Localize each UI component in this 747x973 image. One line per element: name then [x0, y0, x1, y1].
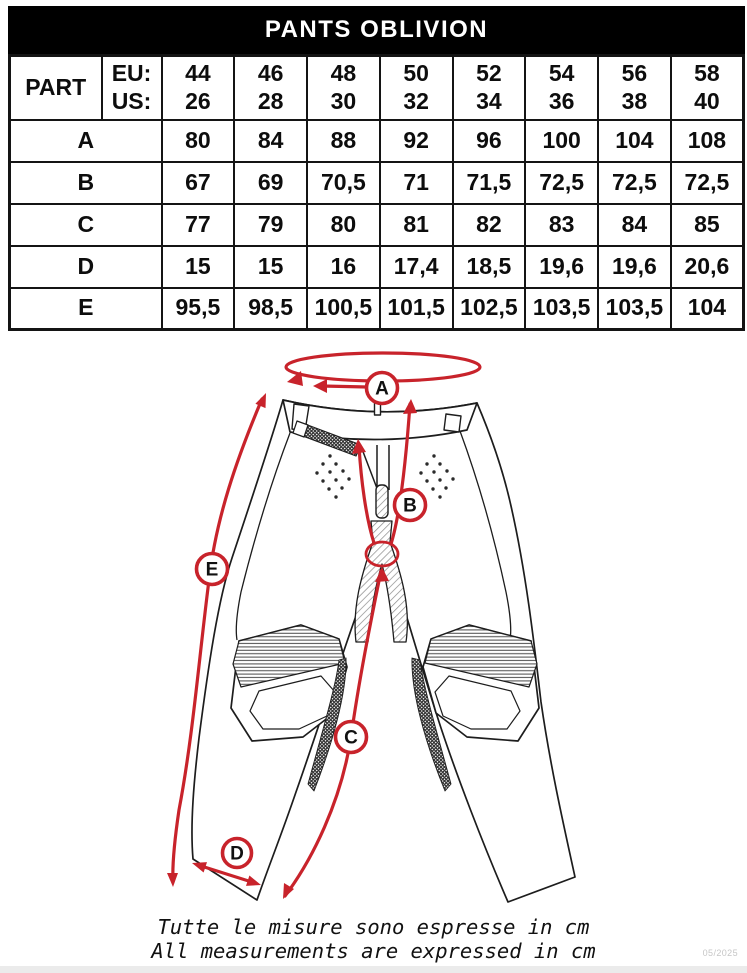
value-cell: 69: [234, 162, 307, 204]
eu-label: EU:: [111, 60, 152, 87]
footer-note-english: All measurements are expressed in cm: [151, 939, 596, 963]
part-cell: A: [10, 120, 162, 162]
size-header-cell: 46 28: [234, 56, 307, 120]
bottom-edge-strip: [0, 966, 747, 973]
value-cell: 95,5: [162, 288, 235, 330]
value-cell: 100: [525, 120, 598, 162]
size-table: [8, 54, 745, 331]
value-cell: 19,6: [525, 246, 598, 288]
table-row: [10, 120, 744, 162]
value-cell: 100,5: [307, 288, 380, 330]
value-cell: 104: [598, 120, 671, 162]
value-cell: 104: [671, 288, 744, 330]
size-header-cell: 58 40: [671, 56, 744, 120]
part-cell: B: [10, 162, 162, 204]
measurement-label-b: B: [403, 495, 417, 517]
value-cell: 96: [453, 120, 526, 162]
value-cell: 71,5: [453, 162, 526, 204]
measurement-label-c: C: [344, 727, 358, 749]
value-cell: 98,5: [234, 288, 307, 330]
table-row: [10, 288, 744, 330]
value-cell: 102,5: [453, 288, 526, 330]
page-title: PANTS OBLIVION: [8, 6, 745, 54]
value-cell: 88: [307, 120, 380, 162]
value-cell: 16: [307, 246, 380, 288]
value-cell: 19,6: [598, 246, 671, 288]
measurement-label-a: A: [375, 378, 389, 400]
value-cell: 103,5: [598, 288, 671, 330]
value-cell: 17,4: [380, 246, 453, 288]
size-header-cell: 54 36: [525, 56, 598, 120]
size-table-section: [8, 6, 745, 331]
size-header-cell: 44 26: [162, 56, 235, 120]
value-cell: 79: [234, 204, 307, 246]
value-cell: 77: [162, 204, 235, 246]
size-header-cell: 56 38: [598, 56, 671, 120]
value-cell: 67: [162, 162, 235, 204]
value-cell: 72,5: [525, 162, 598, 204]
value-cell: 70,5: [307, 162, 380, 204]
part-cell: C: [10, 204, 162, 246]
value-cell: 81: [380, 204, 453, 246]
size-header-cell: 50 32: [380, 56, 453, 120]
value-cell: 84: [598, 204, 671, 246]
value-cell: 92: [380, 120, 453, 162]
value-cell: 71: [380, 162, 453, 204]
table-row: [10, 204, 744, 246]
value-cell: 15: [162, 246, 235, 288]
value-cell: 15: [234, 246, 307, 288]
value-cell: 101,5: [380, 288, 453, 330]
value-cell: 83: [525, 204, 598, 246]
pants-measurement-diagram-icon: [0, 340, 747, 973]
value-cell: 85: [671, 204, 744, 246]
size-header-cell: 52 34: [453, 56, 526, 120]
value-cell: 20,6: [671, 246, 744, 288]
us-label: US:: [111, 87, 152, 114]
part-cell: E: [10, 288, 162, 330]
value-cell: 84: [234, 120, 307, 162]
value-cell: 72,5: [598, 162, 671, 204]
value-cell: 80: [162, 120, 235, 162]
measurement-label-e: E: [205, 559, 219, 581]
table-row: [10, 246, 744, 288]
size-header-cell: 48 30: [307, 56, 380, 120]
value-cell: 82: [453, 204, 526, 246]
value-cell: 108: [671, 120, 744, 162]
part-header-cell: PART: [10, 56, 102, 120]
revision-watermark: 05/2025: [702, 948, 738, 958]
value-cell: 103,5: [525, 288, 598, 330]
value-cell: 18,5: [453, 246, 526, 288]
eu-us-header-cell: [102, 56, 162, 120]
part-cell: D: [10, 246, 162, 288]
footer-note-italian: Tutte le misure sono espresse in cm: [157, 915, 590, 939]
pants-outline: [192, 400, 575, 902]
value-cell: 72,5: [671, 162, 744, 204]
measurement-label-d: D: [230, 843, 244, 865]
table-row: [10, 162, 744, 204]
value-cell: 80: [307, 204, 380, 246]
table-header-row: [10, 56, 744, 120]
